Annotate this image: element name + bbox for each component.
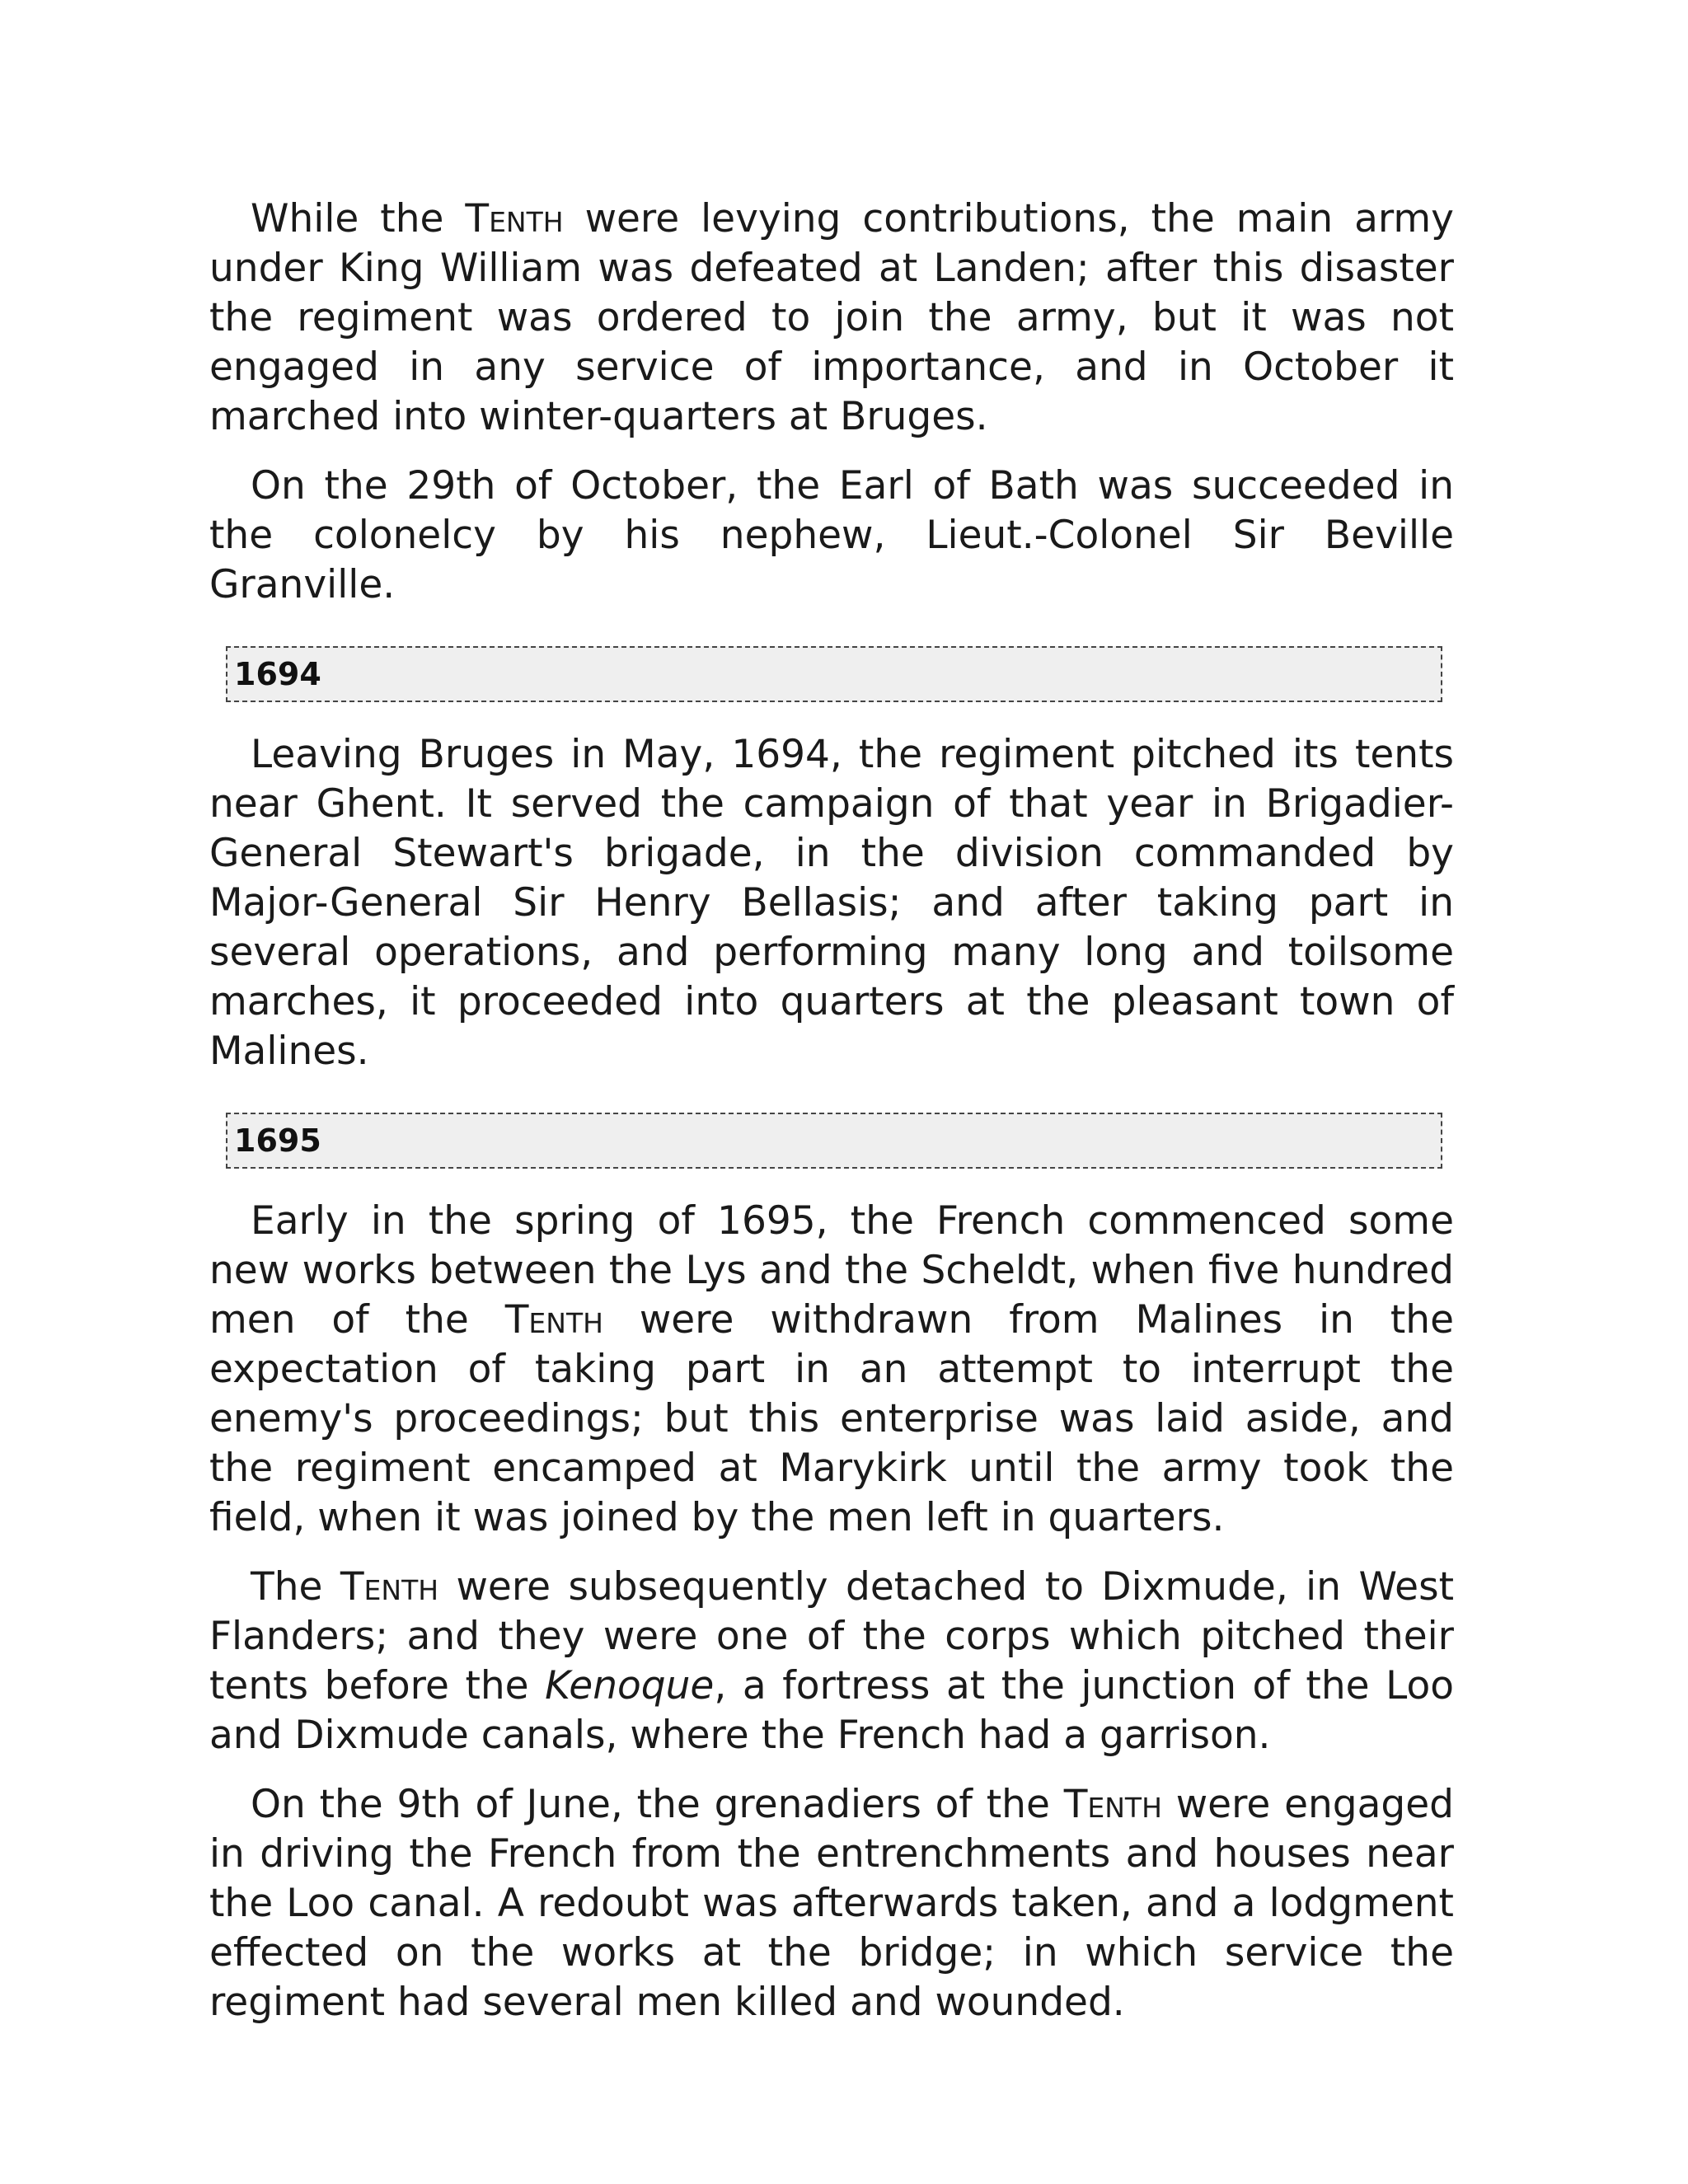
paragraph-spring-1695: Early in the spring of 1695, the French commenced some new works between the Lys and the Scheldt, when five hundred men of the Tenth were withdrawn from Malines in the expectation of taking part in an attempt to interrupt the enemy's proceedings; but this enterprise was laid aside, and the regiment encamped at Marykirk until the army took the field, when it was joined by the men left in quarters.: [209, 1198, 1454, 1540]
paragraph-dixmude: The Tenth were subsequently detached to Dixmude, in West Flanders; and they were one of the corps which pitched their tents before the Kenoque, a fortress at the junction of the Loo and Dixmude canals, where the French had a garrison.: [209, 1564, 1454, 1758]
regiment-name: Tenth: [1063, 1782, 1162, 1827]
paragraph-levying: While the Tenth were levying contributions, the main army under King William was defeated at Landen; after this disaster the regiment was ordered to join the army, but it was not engaged in any service of importance, and in October it marched into winter-quarters at Bruges.: [209, 196, 1454, 439]
paragraph-bruges: Leaving Bruges in May, 1694, the regiment pitched its tents near Ghent. It served the campaign of that year in Brigadier-General Stewart's brigade, in the division commanded by Major-General Sir Henry Bellasis; and after taking part in several operations, and performing many long and toilsome marches, it proceeded into quarters at the pleasant town of Malines.: [209, 732, 1454, 1074]
paragraph-grenadiers: On the 9th of June, the grenadiers of the Tenth were engaged in driving the French from the entrenchments and houses near the Loo canal. A redoubt was afterwards taken, and a lodgment effected on the works at the bridge; in which service the regiment had several men killed and wounded.: [209, 1782, 1454, 2025]
document-page: [209, 194, 1454, 2027]
paragraph-colonelcy: On the 29th of October, the Earl of Bath was succeeded in the colonelcy by his nephew, Lieut.-Colonel Sir Beville Granville.: [209, 463, 1454, 607]
year-heading-1695: 1695: [226, 1113, 1442, 1169]
regiment-name: Tenth: [465, 196, 564, 241]
regiment-name: Tenth: [340, 1564, 439, 1610]
regiment-name: Tenth: [504, 1297, 603, 1343]
year-heading-1694: 1694: [226, 646, 1442, 702]
fortress-name: Kenoque: [545, 1663, 715, 1708]
